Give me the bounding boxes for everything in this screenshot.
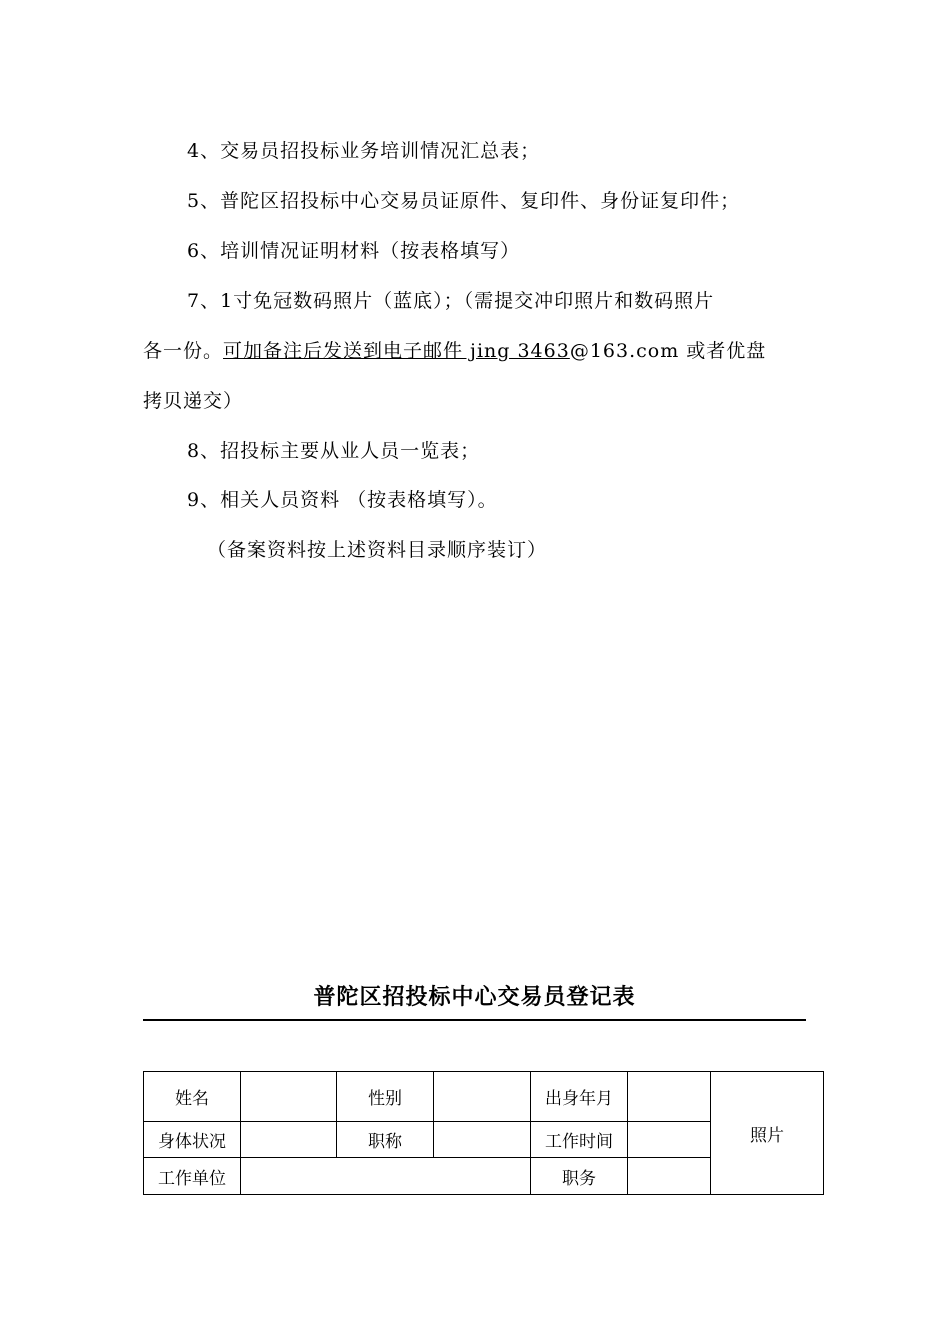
- list-item-7: 7、1寸免冠数码照片（蓝底）；（需提交冲印照片和数码照片: [187, 290, 715, 312]
- list-item-7-end: 拷贝递交）: [143, 390, 244, 412]
- binding-note: （备案资料按上述资料目录顺序装订）: [207, 539, 548, 561]
- registration-table: [143, 1071, 824, 1195]
- gender-cell[interactable]: [434, 1072, 531, 1122]
- employer-label: 工作单位: [144, 1158, 241, 1195]
- professional-title-label: 职称: [337, 1122, 434, 1158]
- work-time-label: 工作时间: [531, 1122, 628, 1158]
- employer-cell[interactable]: [241, 1158, 531, 1195]
- list-item-7-continued: [143, 339, 766, 363]
- birth-cell[interactable]: [628, 1072, 711, 1122]
- name-label: 姓名: [144, 1072, 241, 1122]
- email-domain: @163.com 或者优盘: [569, 340, 767, 362]
- professional-title-cell[interactable]: [434, 1122, 531, 1158]
- position-label: 职务: [531, 1158, 628, 1195]
- name-cell[interactable]: [241, 1072, 337, 1122]
- list-item-4: 4、交易员招投标业务培训情况汇总表；: [187, 140, 541, 162]
- email-note: 可加备注后发送到电子邮件 jing 3463: [223, 340, 570, 362]
- health-cell[interactable]: [241, 1122, 337, 1158]
- health-label: 身体状况: [144, 1122, 241, 1158]
- list-item-8: 8、招投标主要从业人员一览表；: [187, 440, 481, 462]
- title-divider: [143, 1019, 806, 1021]
- birth-label: 出身年月: [531, 1072, 628, 1122]
- list-item-9: 9、相关人员资料 （按表格填写）。: [187, 489, 498, 511]
- gender-label: 性别: [337, 1072, 434, 1122]
- form-title: 普陀区招投标中心交易员登记表: [313, 985, 636, 1010]
- position-cell[interactable]: [628, 1158, 711, 1195]
- table-row: [144, 1072, 824, 1122]
- list-item-5: 5、普陀区招投标中心交易员证原件、复印件、身份证复印件；: [187, 190, 741, 212]
- photo-cell[interactable]: 照片: [711, 1072, 824, 1195]
- item-7-text: 各一份。: [143, 340, 224, 362]
- list-item-6: 6、培训情况证明材料（按表格填写）: [187, 240, 521, 262]
- work-time-cell[interactable]: [628, 1122, 711, 1158]
